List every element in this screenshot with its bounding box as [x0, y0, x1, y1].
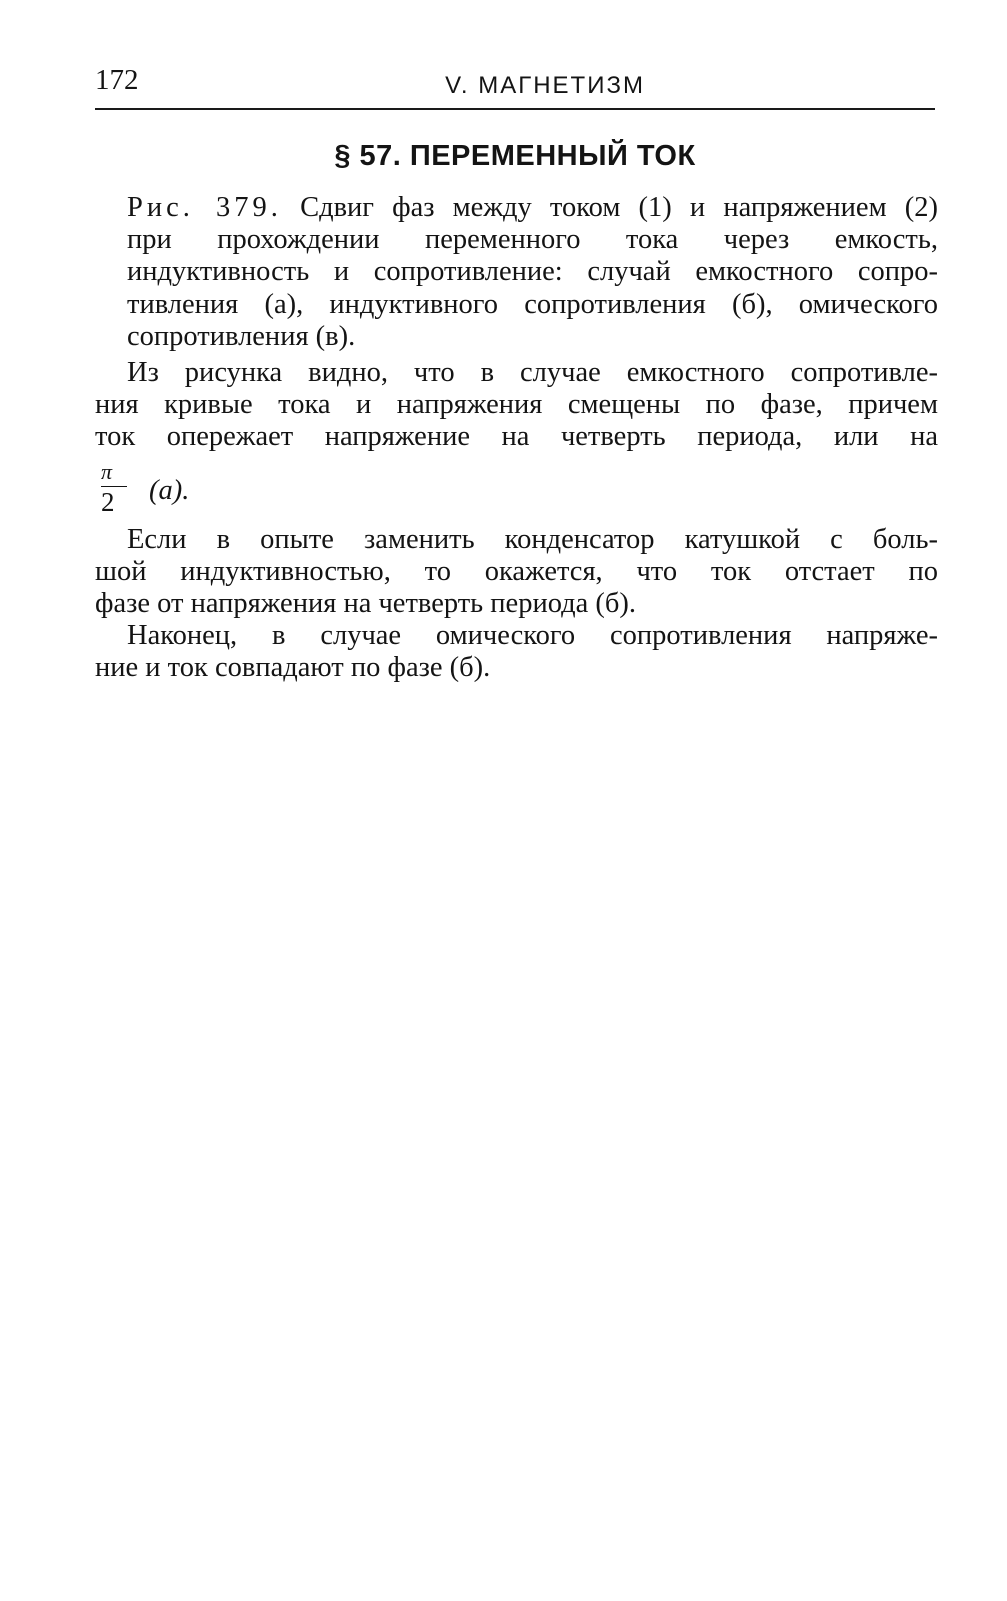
section-heading: § 57. ПЕРЕМЕННЫЙ ТОК — [334, 140, 696, 172]
caption-line: тивления (а), индуктивного сопротивления (б), омического — [127, 288, 938, 320]
running-head — [95, 64, 935, 104]
paragraph-line: Из рисунка видно, что в случае емкостного сопротивле- — [127, 357, 938, 389]
header-rule — [95, 108, 935, 110]
paragraph-line: ние и ток совпадают по фазе (б). — [95, 652, 491, 684]
paragraph-line: Наконец, в случае омического сопротивления напряже- — [127, 620, 938, 652]
caption-line — [95, 192, 938, 224]
paragraph-3 — [95, 620, 938, 684]
caption-text: Сдвиг фаз между током (1) и напряжением (2) — [300, 192, 938, 223]
fraction-numerator: π — [101, 458, 113, 484]
paragraph-line: фазе от напряжения на четверть периода (б). — [95, 588, 637, 620]
paragraph-line: шой индуктивностью, то окажется, что ток отстает по — [95, 555, 938, 587]
figure-caption — [95, 192, 938, 353]
caption-line: индуктивность и сопротивление: случай емкостного сопро- — [127, 256, 938, 288]
fraction-reference: (а). — [149, 474, 190, 506]
chapter-title: V. МАГНЕТИЗМ — [445, 72, 645, 99]
paragraph-line: ния кривые тока и напряжения смещены по фазе, причем — [95, 389, 938, 421]
caption-line: сопротивления (в). — [127, 320, 356, 352]
paragraph-1 — [95, 357, 938, 524]
body-text — [95, 192, 938, 685]
pi-over-two-fraction — [101, 460, 127, 517]
fraction-line — [95, 454, 938, 524]
paragraph-2 — [95, 524, 938, 621]
paragraph-line: ток опережает напряжение на четверть периода, или на — [95, 421, 938, 453]
page-number: 172 — [95, 64, 139, 96]
caption-label: Рис. 379. — [127, 192, 282, 223]
paragraph-line: Если в опыте заменить конденсатор катушкой с боль- — [127, 523, 938, 555]
fraction-denominator: 2 — [101, 486, 115, 517]
caption-line: при прохождении переменного тока через емкость, — [127, 224, 938, 256]
